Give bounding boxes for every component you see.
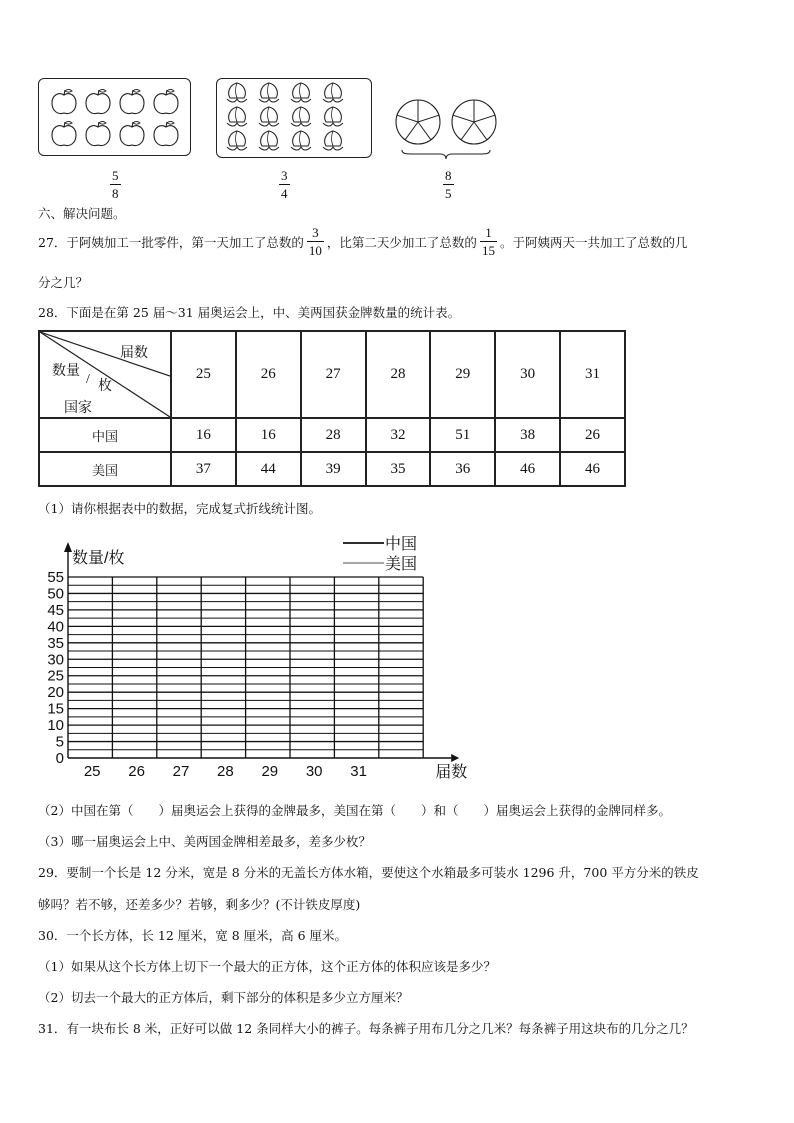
table-cell: 32: [366, 418, 431, 452]
header-label-quantity: 数量: [52, 364, 80, 379]
header-label-session: 届数: [120, 346, 148, 361]
q28-sub1: （1）请你根据表中的数据，完成复式折线统计图。: [38, 501, 321, 516]
q29-line1: 29．要制一个长是 12 分米，宽是 8 分米的无盖长方体水箱，要使这个水箱最多可装水 1296 升，700 平方分米的铁皮: [38, 865, 699, 880]
table-country-cell: 美国: [39, 452, 171, 486]
table-cell: 26: [560, 418, 625, 452]
x-axis-arrow-icon: [451, 754, 459, 762]
y-tick-label: 20: [47, 684, 64, 702]
y-tick-label: 0: [55, 750, 64, 767]
y-tick-label: 5: [55, 733, 64, 751]
header-label-country: 国家: [64, 401, 92, 416]
q28-sub3: （3）哪一届奥运会上中、美两国金牌相差最多，差多少枚？: [38, 834, 371, 849]
q29-line2: 够吗？若不够，还差多少？若够，剩多少？(不计铁皮厚度): [38, 897, 361, 912]
table-header-row: [39, 331, 625, 418]
table-corner-header: [39, 331, 171, 418]
table-row-usa: [39, 452, 625, 486]
y-axis-label: 数量/枚: [72, 550, 125, 567]
table-cell: 39: [301, 452, 366, 486]
header-slash: /: [86, 372, 90, 387]
y-axis-arrow-icon: [64, 542, 72, 552]
table-header-cell: 29: [430, 331, 495, 418]
table-cell: 38: [495, 418, 560, 452]
table-header-cell: 28: [366, 331, 431, 418]
circle-icon-right: [452, 100, 496, 144]
fraction-circles: 8 5: [445, 168, 452, 201]
section-title: 六、解决问题。: [38, 206, 126, 221]
table-header-cell: 25: [171, 331, 236, 418]
x-tick-label: 31: [350, 763, 367, 780]
x-tick-label: 29: [261, 763, 279, 780]
question-27: [38, 226, 687, 257]
table-header-cell: 26: [236, 331, 301, 418]
q28-sub2: （2）中国在第（ ）届奥运会上获得的金牌最多，美国在第（ ）和（ ）届奥运会上获得的金牌同样多。: [38, 803, 671, 818]
q28-intro: 28．下面是在第 25 届～31 届奥运会上，中、美两国获金牌数量的统计表。: [38, 305, 461, 320]
table-country-cell: 中国: [39, 418, 171, 452]
table-header-cell: 30: [495, 331, 560, 418]
peaches-icon: [217, 79, 371, 157]
circle-icon-left: [396, 100, 440, 144]
x-tick-label: 30: [305, 763, 323, 780]
legend-label-china: 中国: [385, 536, 418, 553]
table-cell: 16: [236, 418, 301, 452]
table-cell: 51: [430, 418, 495, 452]
table-cell: 37: [171, 452, 236, 486]
table-cell: 35: [366, 452, 431, 486]
fraction-apples: 5 8: [112, 168, 119, 201]
apples-icon: [39, 79, 190, 155]
y-tick-label: 55: [47, 569, 64, 586]
q27-part1: 27．于阿姨加工一批零件，第一天加工了总数的: [38, 234, 304, 250]
table-cell: 44: [236, 452, 301, 486]
x-tick-label: 27: [172, 763, 190, 780]
x-tick-label: 28: [217, 763, 234, 780]
y-tick-label: 45: [47, 601, 64, 619]
q30-intro: 30．一个长方体，长 12 厘米，宽 8 厘米，高 6 厘米。: [38, 928, 348, 943]
q31-text: 31．有一块布长 8 米，正好可以做 12 条同样大小的裤子。每条裤子用布几分之几米？每条裤子用这块布的几分之几？: [38, 1021, 694, 1036]
y-tick-label: 25: [47, 667, 64, 685]
y-tick-label: 10: [47, 717, 64, 735]
q27-line2: 分之几？: [38, 275, 89, 290]
table-cell: 28: [301, 418, 366, 452]
table-header-cell: 27: [301, 331, 366, 418]
table-cell: 46: [560, 452, 625, 486]
table-row-china: [39, 418, 625, 452]
q30-sub2: （2）切去一个最大的正方体后，剩下部分的体积是多少立方厘米？: [38, 990, 409, 1005]
pie-circles-figure: [394, 96, 498, 162]
q27-part3: 。于阿姨两天一共加工了总数的几: [499, 234, 688, 250]
q27-fraction-1: $\frac{3}{10}$: [308, 225, 322, 258]
table-cell: 46: [495, 452, 560, 486]
x-tick-label: 26: [128, 763, 145, 780]
header-label-unit: 枚: [98, 379, 112, 394]
y-tick-label: 40: [47, 618, 64, 636]
peach-figure: [216, 78, 372, 158]
y-tick-label: 35: [47, 634, 64, 652]
q30-sub1: （1）如果从这个长方体上切下一个最大的正方体，这个正方体的体积应该是多少？: [38, 959, 496, 974]
q27-part2: ，比第二天少加工了总数的: [326, 234, 477, 250]
medal-table: [38, 330, 626, 487]
table-cell: 36: [430, 452, 495, 486]
legend-label-usa: 美国: [385, 556, 418, 573]
apple-figure: [38, 78, 191, 156]
y-tick-label: 30: [47, 651, 64, 669]
q27-fraction-2: $\frac{1}{15}$: [481, 225, 495, 258]
y-tick-label: 50: [47, 585, 64, 603]
y-tick-label: 15: [47, 700, 64, 718]
brace-icon: [402, 150, 490, 159]
line-chart: [40, 530, 480, 785]
fraction-peaches: 3 4: [281, 168, 288, 201]
x-axis-label: 届数: [435, 764, 468, 781]
table-header-cell: 31: [560, 331, 625, 418]
x-tick-label: 25: [83, 763, 101, 780]
table-cell: 16: [171, 418, 236, 452]
